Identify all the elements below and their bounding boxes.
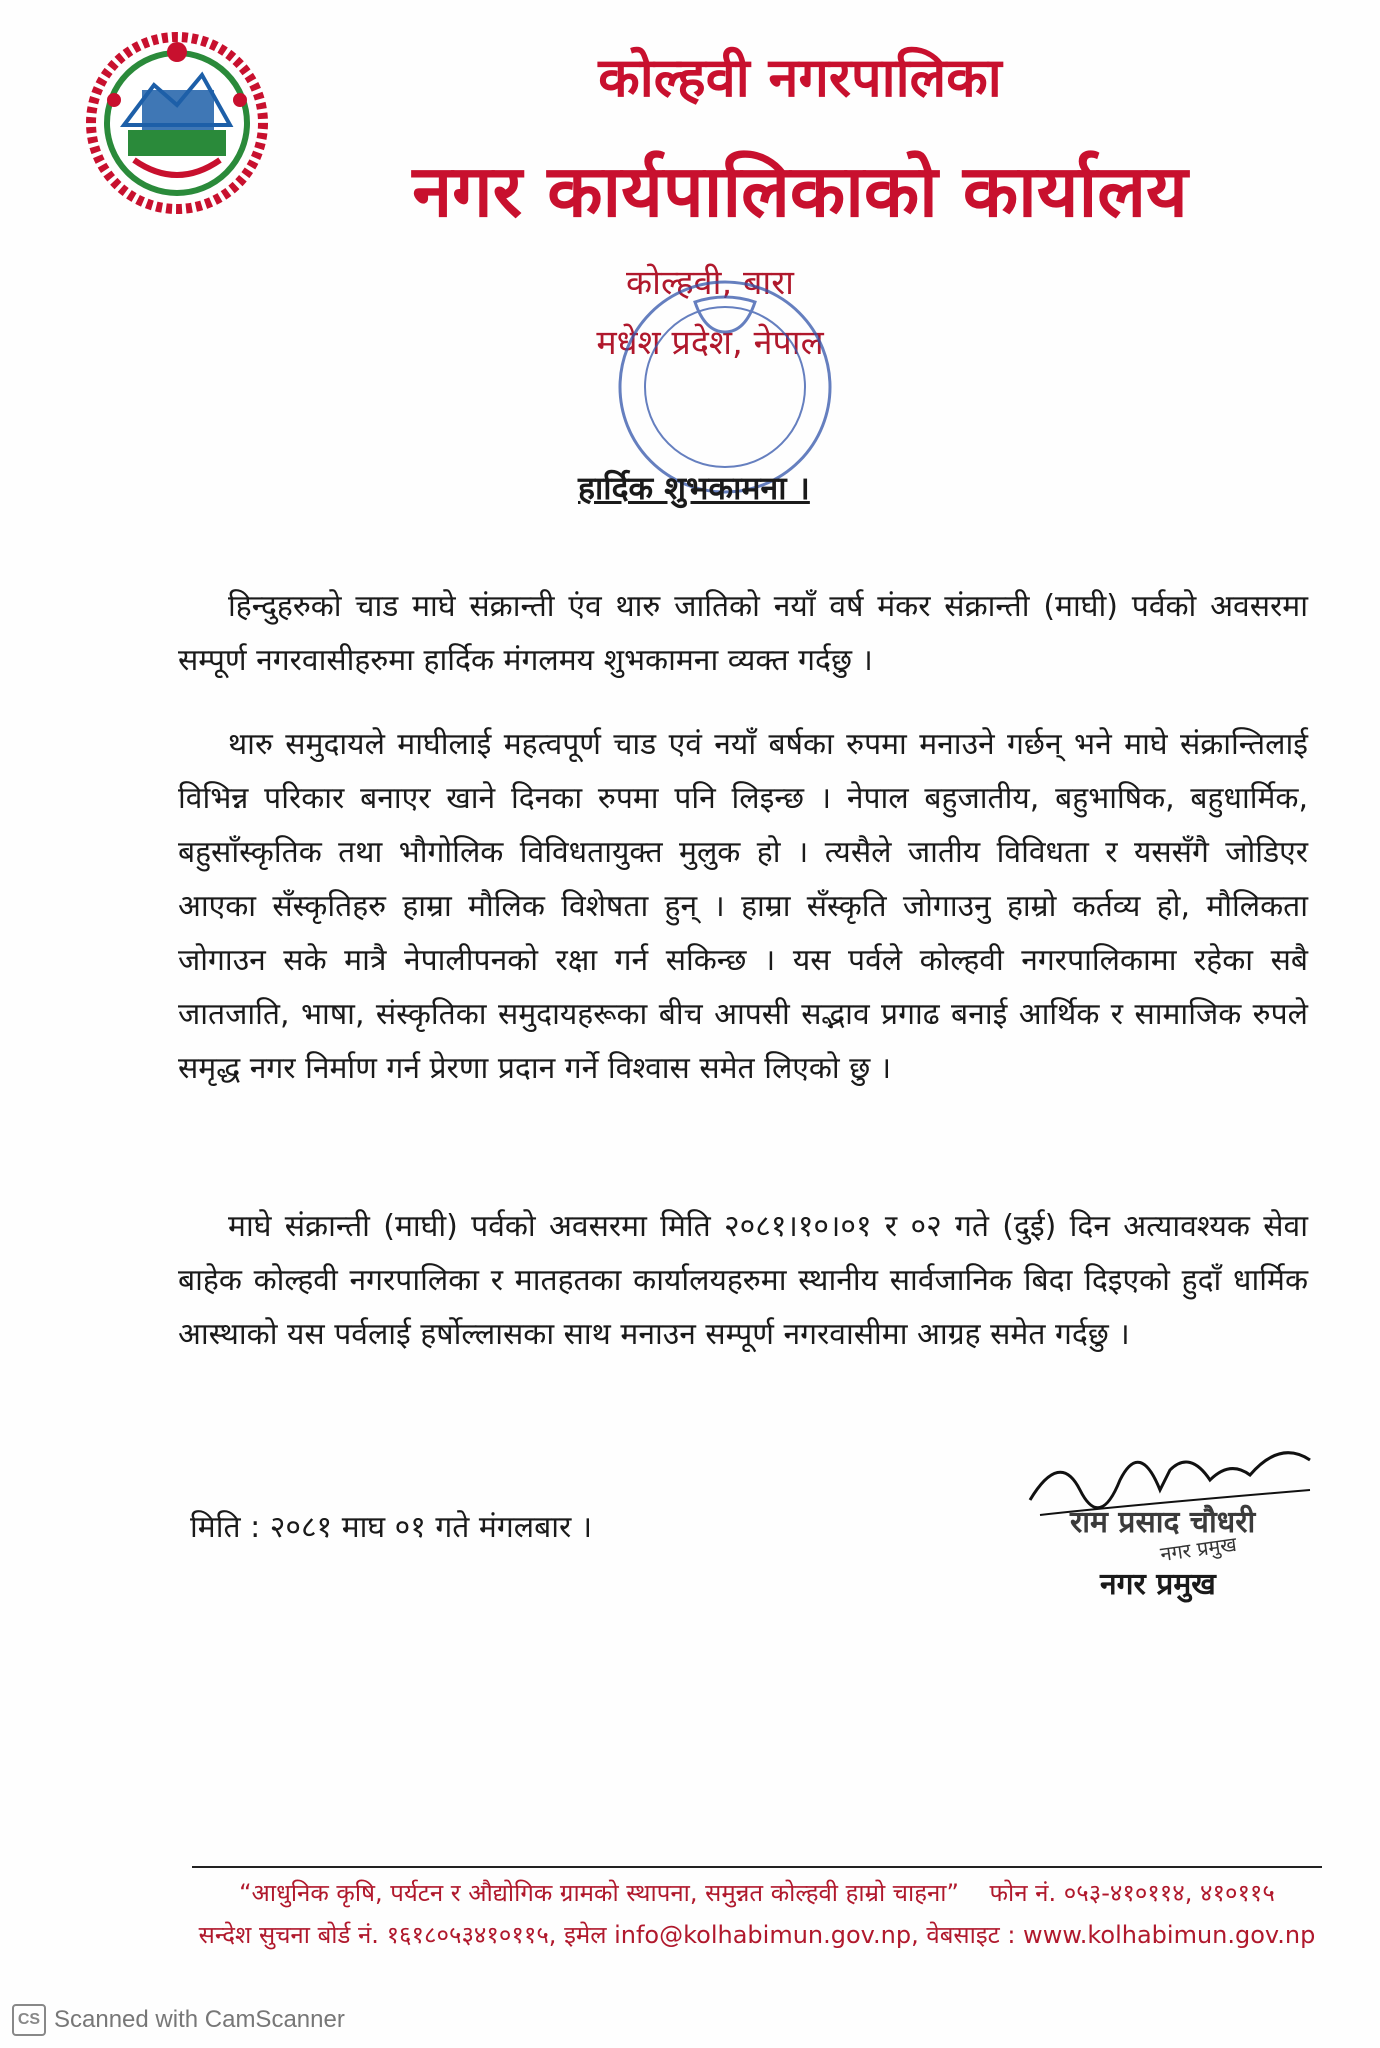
address-line-2: मधेश प्रदेश, नेपाल bbox=[596, 323, 824, 363]
footer-slogan: “आधुनिक कृषि, पर्यटन र औद्योगिक ग्रामको स्थापना, समुन्नत कोल्हवी हाम्रो चाहना” bbox=[239, 1879, 959, 1907]
address-line-1: कोल्हवी, बारा bbox=[626, 263, 794, 303]
footer-slogan-line bbox=[192, 1876, 1322, 1909]
paragraph-2: थारु समुदायले माघीलाई महत्वपूर्ण चाड एवं नयाँ बर्षका रुपमा मनाउने गर्छन् भने माघे संक्रान्तिलाई विभिन्न परिकार बनाएर खाने दिनका रुपमा पनि लिइन्छ । नेपाल बहुजातीय, बहुभाषिक, बहुधार्मिक, बहुसाँस्कृतिक तथा भौगोलिक विविधतायुक्त मुलुक हो । त्यसैले जातीय विविधता र यससँगै जोडिएर आएका सँस्कृतिहरु हाम्रा मौलिक विशेषता हुन् । हाम्रा सँस्कृति जोगाउनु हाम्रो कर्तव्य हो, मौलिकता जोगाउन सके मात्रै नेपालीपनको रक्षा गर्न सकिन्छ । यस पर्वले कोल्हवी नगरपालिकामा रहेका सबै जातजाति, भाषा, संस्कृतिका समुदायहरूका बीच आपसी सद्भाव प्रगाढ बनाई आर्थिक र सामाजिक रुपले समृद्ध नगर निर्माण गर्न प्रेरणा प्रदान गर्ने विश्वास समेत लिएको छु । bbox=[178, 727, 1308, 1086]
paragraph-3: माघे संक्रान्ती (माघी) पर्वको अवसरमा मिति २०८१।१०।०१ र ०२ गते (दुई) दिन अत्यावश्यक सेवा बाहेक कोल्हवी नगरपालिका र मातहतका कार्यालयहरुमा स्थानीय सार्वजानिक बिदा दिइएको हुदाँ धार्मिक आस्थाको यस पर्वलाई हर्षोल्लासका साथ मनाउन सम्पूर्ण नगरवासीमा आग्रह समेत गर्दछु । bbox=[178, 1209, 1308, 1352]
nepal-government-emblem-icon bbox=[84, 30, 270, 216]
office-title: नगर कार्यपालिकाको कार्यालय bbox=[412, 149, 1188, 233]
footer-phone: फोन नं. ०५३-४१०११४, ४१०११५ bbox=[989, 1879, 1275, 1907]
signatory-title: नगर प्रमुख bbox=[1100, 1567, 1216, 1602]
footer-contact-line: सन्देश सुचना बोर्ड नं. १६१८०५३४१०११५, इमेल info@kolhabimun.gov.np, वेबसाइट : www.kolhabimun.gov.np bbox=[198, 1921, 1316, 1949]
footer-divider bbox=[192, 1866, 1322, 1868]
signatory-stamp: नगर प्रमुख bbox=[1158, 1531, 1238, 1567]
camscanner-watermark bbox=[12, 2004, 345, 2036]
municipality-title: कोल्हवी नगरपालिका bbox=[598, 46, 1002, 109]
subject-heading: हार्दिक शुभकामना । bbox=[578, 469, 810, 507]
signatory-name: राम प्रसाद चौधरी bbox=[1070, 1505, 1256, 1540]
camscanner-logo-icon: CS bbox=[12, 2004, 46, 2036]
camscanner-label: Scanned with CamScanner bbox=[54, 2006, 345, 2033]
paragraph-1: हिन्दुहरुको चाड माघे संक्रान्ती एंव थारु जातिको नयाँ वर्ष मंकर संक्रान्ती (माघी) पर्वको अवसरमा सम्पूर्ण नगरवासीहरुमा हार्दिक मंगलमय शुभकामना व्यक्त गर्दछु । bbox=[178, 589, 1308, 678]
letter-date: मिति : २०८१ माघ ०१ गते मंगलबार । bbox=[190, 1510, 593, 1545]
